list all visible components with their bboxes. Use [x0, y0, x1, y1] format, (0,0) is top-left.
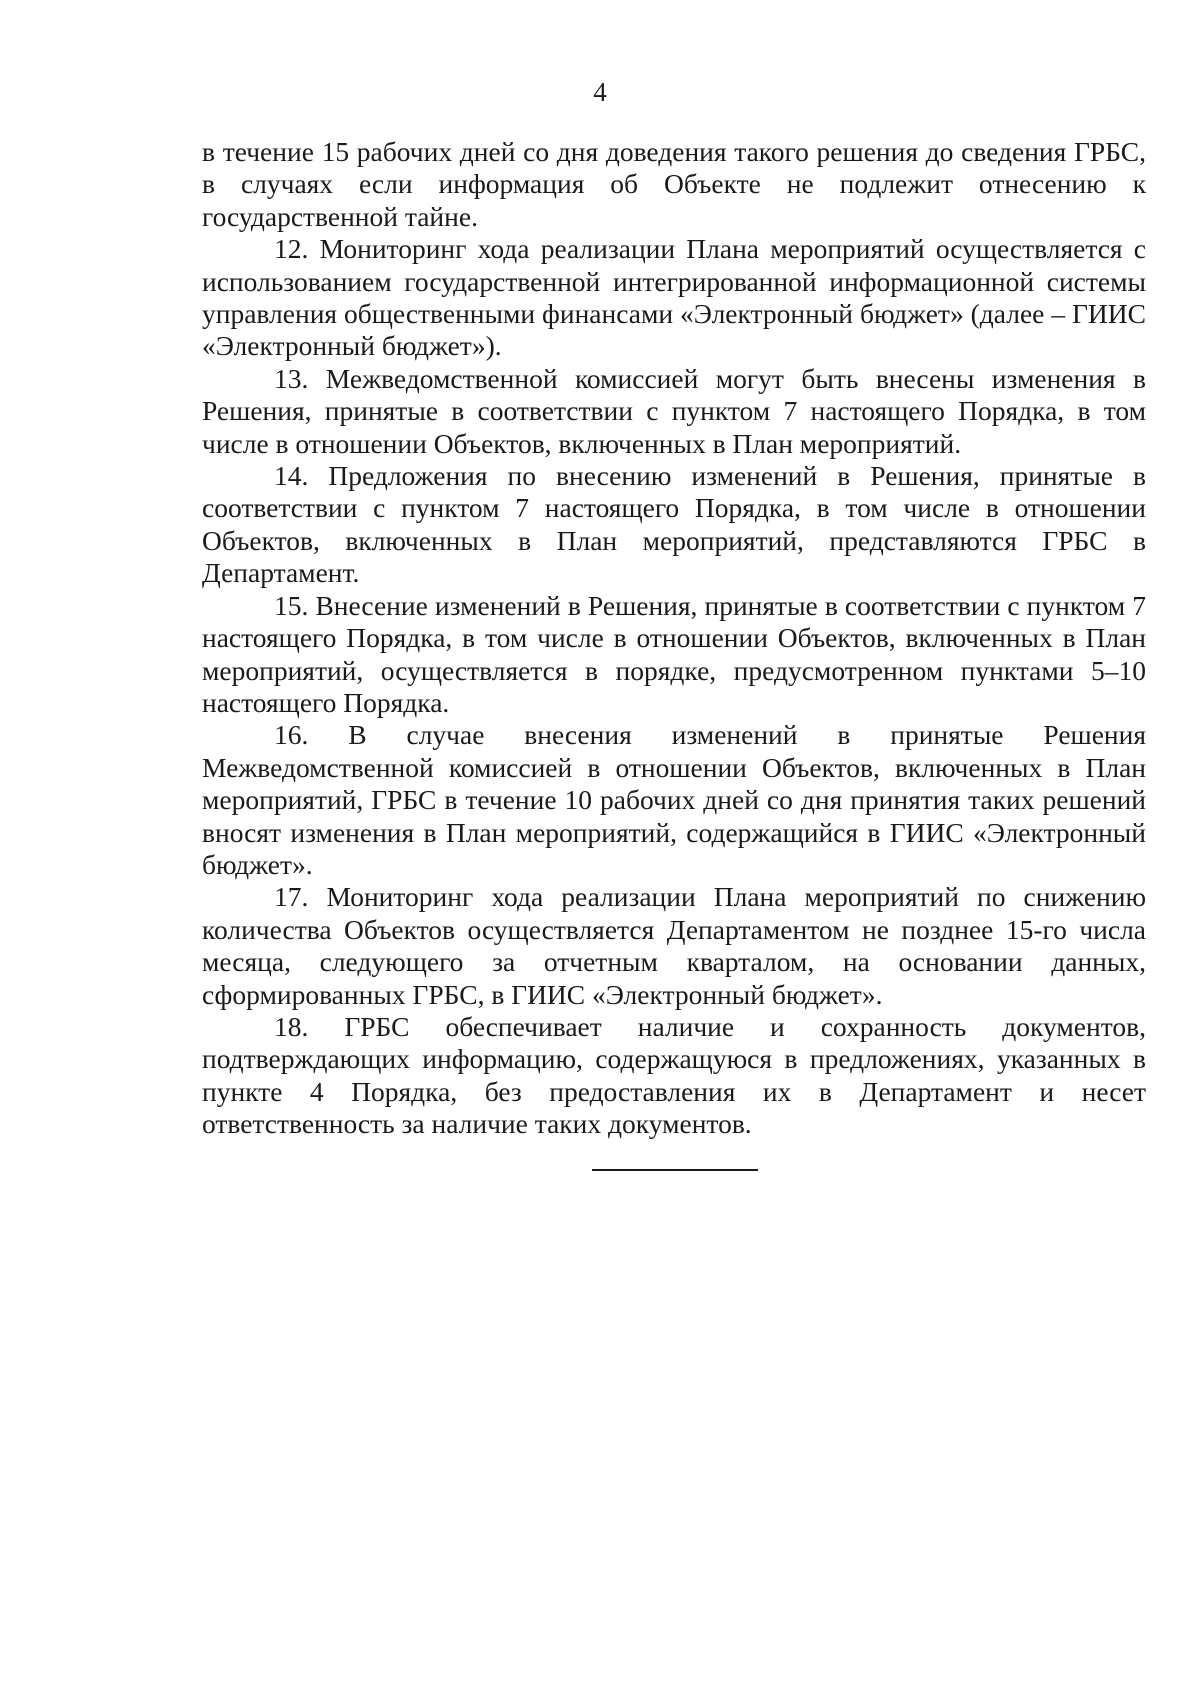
paragraph-13: 13. Межведомственной комиссией могут быть внесены изменения в Решения, принятые в соответствии с пунктом 7 настоящего Порядка, в том числе в отношении Объектов, включенных в План мероприятий.: [202, 362, 1146, 459]
page-number: 4: [593, 77, 607, 107]
paragraph-14: 14. Предложения по внесению изменений в Решения, принятые в соответствии с пунктом 7 настоящего Порядка, в том числе в отношении Объектов, включенных в План мероприятий, представляются ГРБС в Департамент.: [202, 460, 1146, 589]
paragraph-12: 12. Мониторинг хода реализации Плана мероприятий осуществляется с использованием государственной интегрированной информационной системы управления общественными финансами «Электронный бюджет» (далее – ГИИС «Электронный бюджет»).: [202, 233, 1146, 362]
paragraph-16: 16. В случае внесения изменений в принятые Решения Межведомственной комиссией в отношении Объектов, включенных в План мероприятий, ГРБС в течение 10 рабочих дней со дня принятия таких решений вносят изменения в План мероприятий, содержащийся в ГИИС «Электронный бюджет».: [202, 719, 1146, 880]
paragraph-15: 15. Внесение изменений в Решения, принятые в соответствии с пунктом 7 настоящего Порядка, в том числе в отношении Объектов, включенных в План мероприятий, осуществляется в порядке, предусмотренном пунктами 5–10 настоящего Порядка.: [202, 589, 1146, 718]
paragraph-18: 18. ГРБС обеспечивает наличие и сохранность документов, подтверждающих информацию, содержащуюся в предложениях, указанных в пункте 4 Порядка, без предоставления их в Департамент и несет ответственность за наличие таких документов.: [202, 1010, 1146, 1140]
end-of-document-rule: [592, 1169, 758, 1171]
document-body: [202, 136, 1146, 1141]
paragraph-continuation: в течение 15 рабочих дней со дня доведения такого решения до сведения ГРБС, в случаях если информация об Объекте не подлежит отнесению к государственной тайне.: [202, 136, 1146, 232]
paragraph-17: 17. Мониторинг хода реализации Плана мероприятий по снижению количества Объектов осуществляется Департаментом не позднее 15-го числа месяца, следующего за отчетным кварталом, на основании данных, сформированных ГРБС, в ГИИС «Электронный бюджет».: [202, 881, 1146, 1010]
